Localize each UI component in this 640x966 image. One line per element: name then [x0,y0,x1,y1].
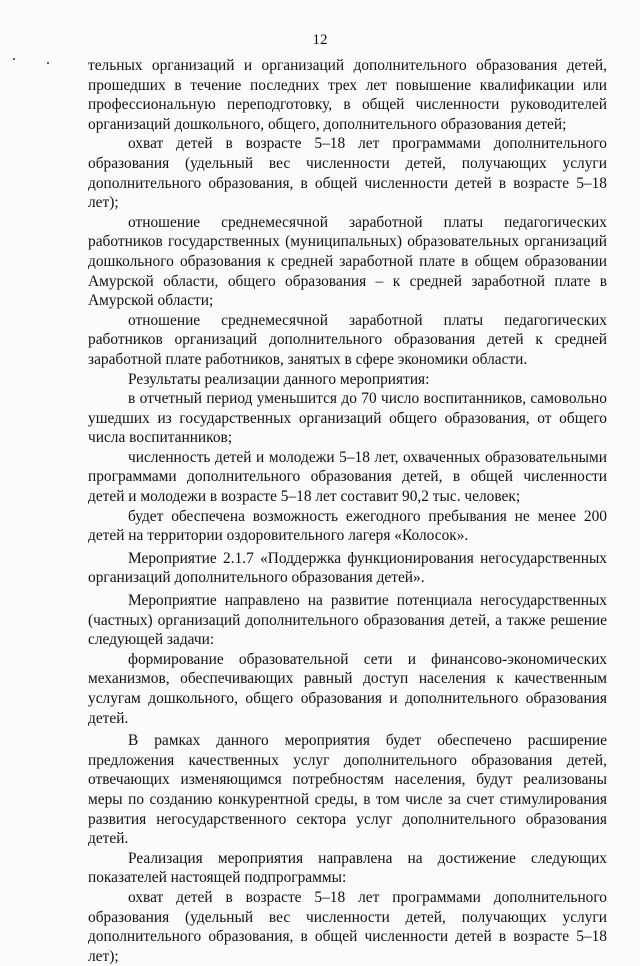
paragraph-indicator-coverage-repeat: охват детей в возрасте 5–18 лет программами дополнительного образования (удельный вес численности детей, получающих услуги дополнительного образования, в общей численности детей в возрасте 5–18 лет); [88,888,607,965]
paragraph-indicator-child-coverage: охват детей в возрасте 5–18 лет программами дополнительного образования (удельный вес численности детей, получающих услуги дополнительного образования, в общей численности детей в возрасте 5–18 лет); [88,135,607,212]
paragraph-results-heading: Результаты реализации данного мероприятия: [128,370,430,388]
paragraph-measure-title: Мероприятие 2.1.7 «Поддержка функционирования негосударственных организаций дополнительного образования детей». [88,549,607,587]
paragraph-result-camp: будет обеспечена возможность ежегодного пребывания не менее 200 детей на территории оздоровительного лагеря «Колосок». [88,507,607,545]
paragraph-indicator-salary-additional: отношение среднемесячной заработной платы педагогических работников организаций дополнительного образования детей к средней заработной плате работников, занятых в сфере экономики области. [88,311,607,368]
paragraph-measure-purpose: Мероприятие направлено на развитие потенциала негосударственных (частных) организаций дополнительного образования детей, а также решение следующей задачи: [88,592,607,649]
paragraph-result-youth-count: численность детей и молодежи 5–18 лет, охваченных образовательными программами дополнительного образования детей, в общей численности детей и молодежи в возрасте 5–18 лет составит 90,2 тыс. человек; [88,448,607,506]
document-body [88,56,607,966]
paragraph-task: формирование образовательной сети и финансово-экономических механизмов, обеспечивающих равный доступ населения к качественным услугам дошкольного, общего образования и дополнительного образования детей. [88,650,607,727]
paragraph-result-runaways: в отчетный период уменьшится до 70 число воспитанников, самовольно ушедших из государственных организаций общего образования, от общего числа воспитанников; [88,390,607,447]
paragraph-measure-scope: В рамках данного мероприятия будет обеспечено расширение предложения качественных услуг дополнительного образования детей, отвечающих изменяющимся потребностям населения, будут реализованы меры по созданию конкурентной среды, в том числе за счет стимулирования развития негосударственного сектора услуг дополнительного образования детей. [88,732,607,848]
paragraph-implementation: Реализация мероприятия направлена на достижение следующих показателей настоящей подпрограммы: [88,849,607,887]
scan-speck [13,58,15,60]
paragraph-continuation: тельных организаций и организаций дополнительного образования детей, прошедших в течение последних трех лет повышение квалификации или профессиональную переподготовку, в общей численности руководителей организаций дошкольного, общего, дополнительного образования детей; [88,57,607,133]
scan-speck [47,62,49,64]
page-number: 12 [312,32,328,48]
paragraph-indicator-salary-preschool: отношение среднемесячной заработной платы педагогических работников государственных (муниципальных) образовательных организаций дошкольного образования к средней заработной плате в общем образовании Амурской области, общего образования – к средней заработной плате в Амурской области; [88,213,607,310]
